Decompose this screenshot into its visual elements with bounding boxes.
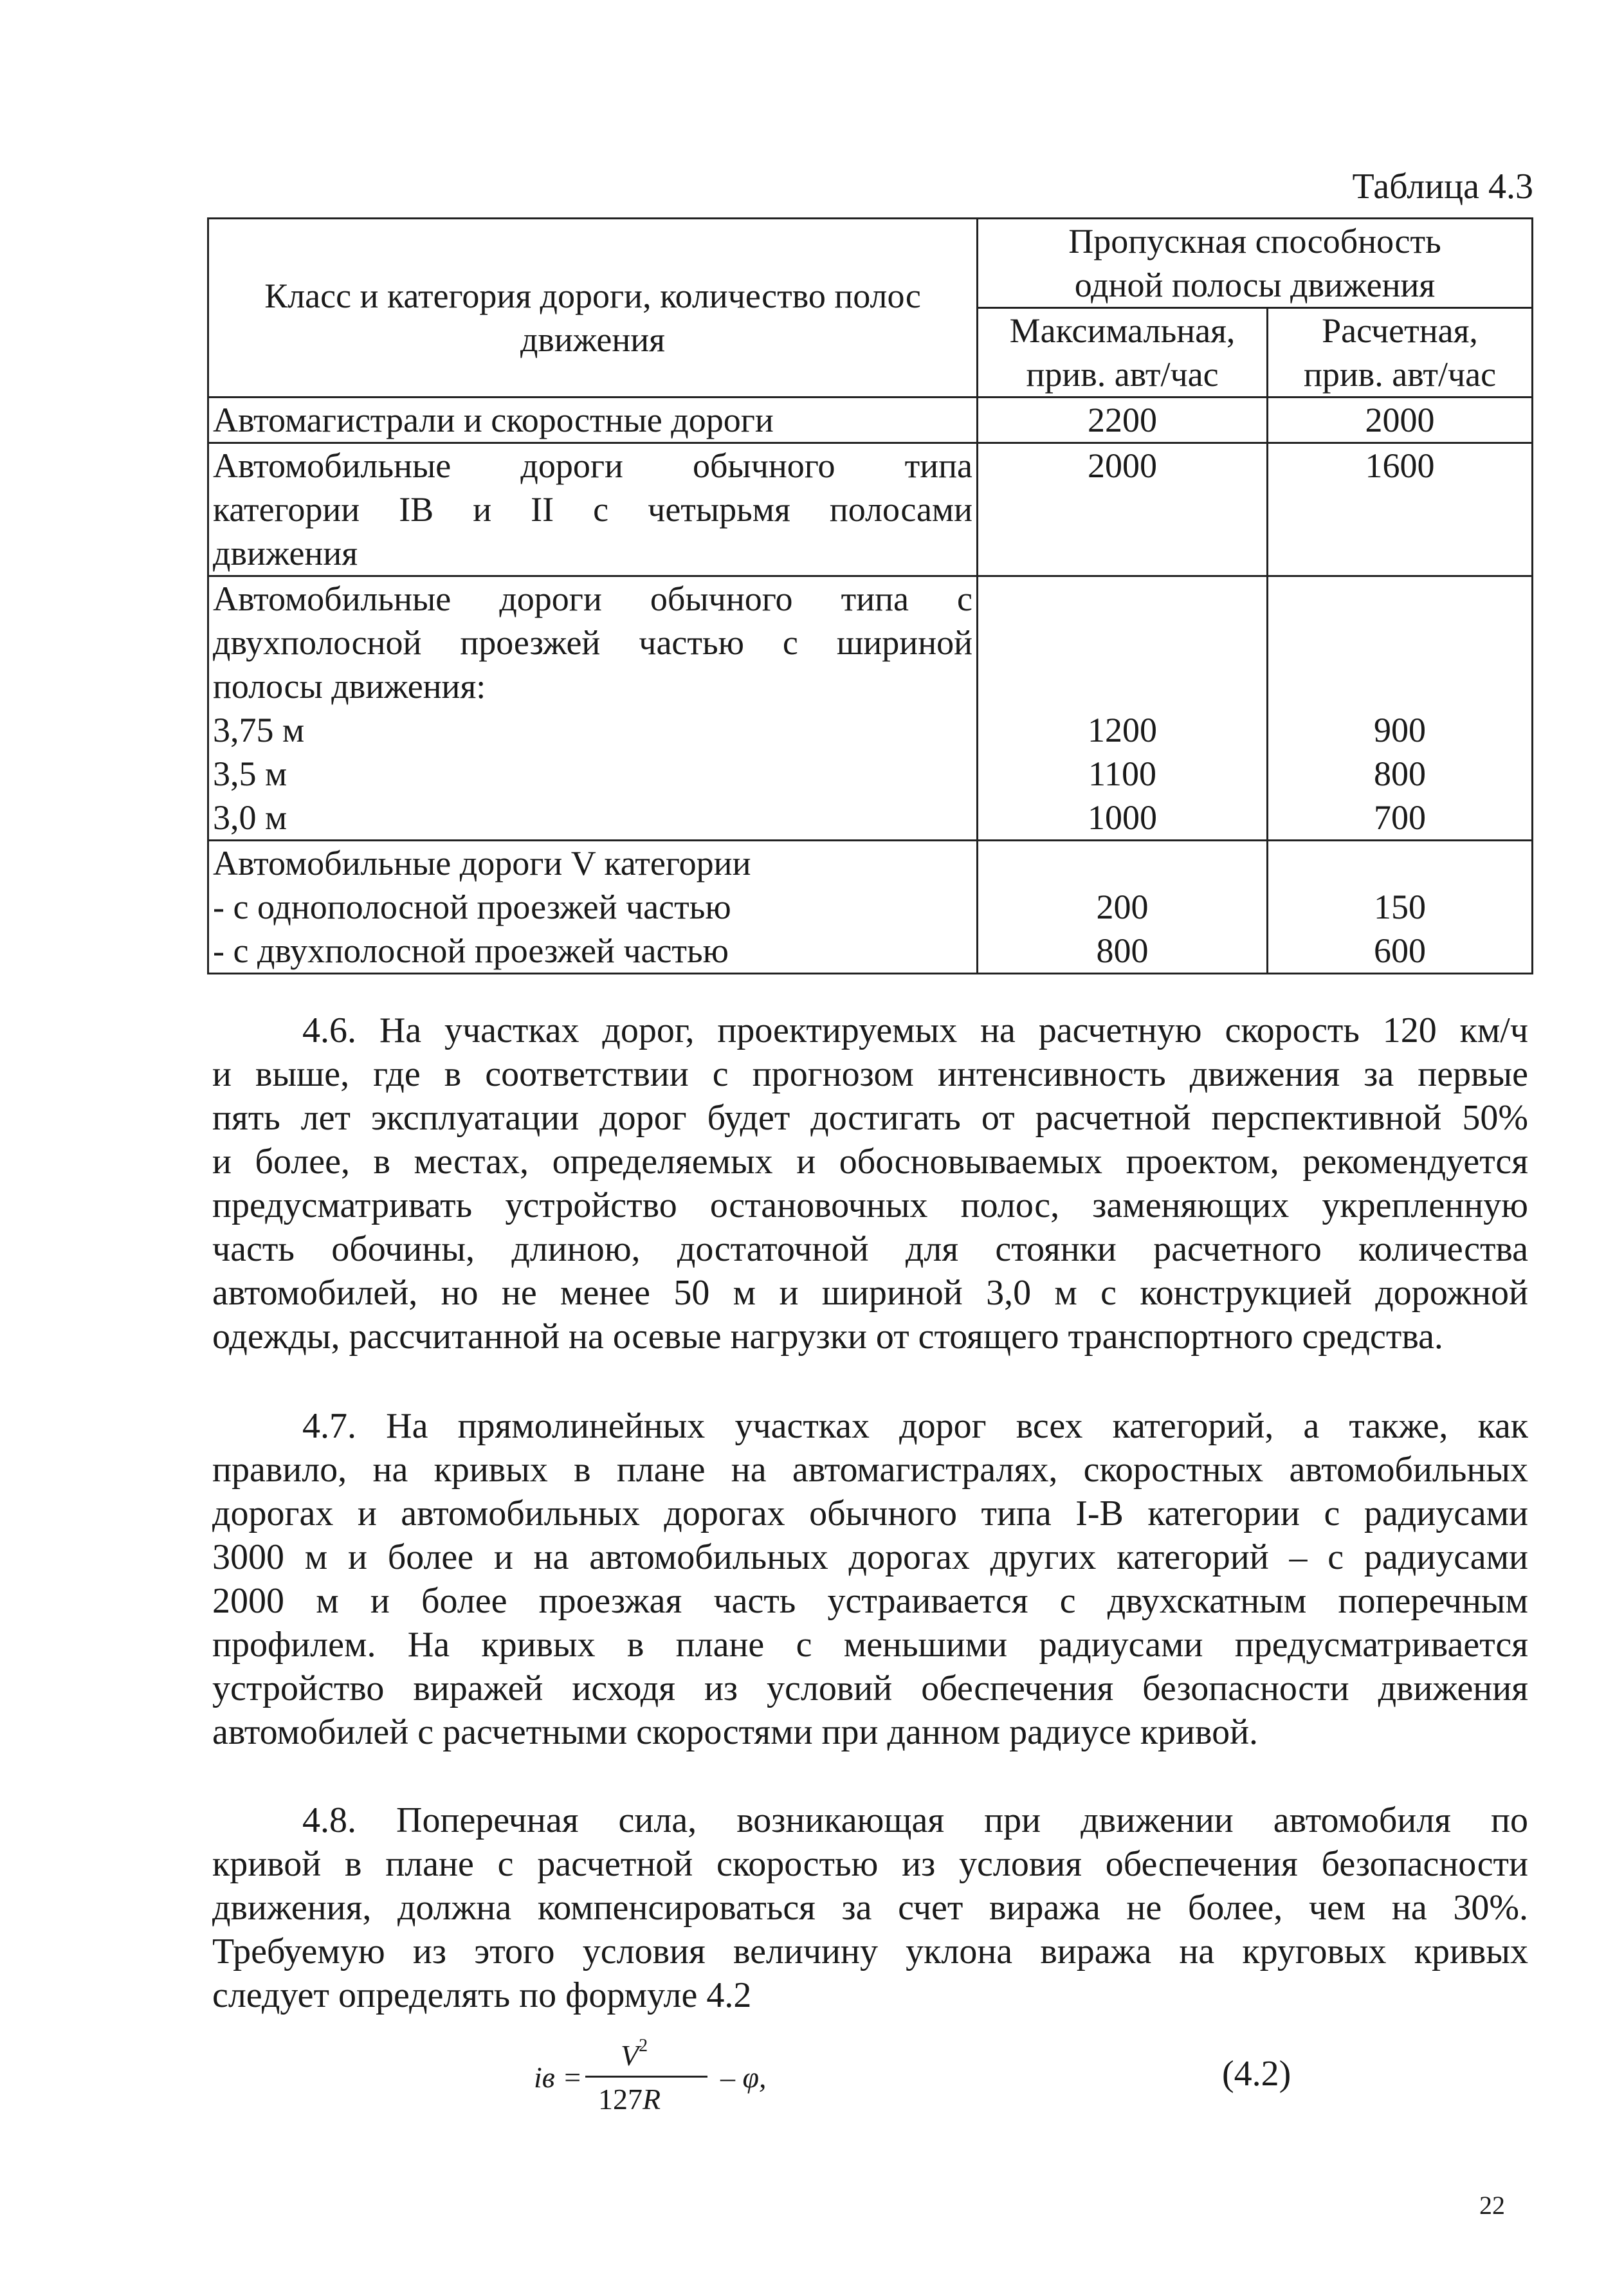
formula-numerator-var: V: [621, 2039, 639, 2072]
header-class-line1: Класс и категория дороги, количество полос: [264, 276, 921, 315]
row-max-value: 800: [1096, 931, 1149, 970]
table-row: [208, 841, 1533, 974]
row-line: категории IB и II с четырьмя полосами: [213, 490, 972, 529]
row-max: [978, 841, 1268, 974]
row-calc-value: 2000: [1365, 401, 1435, 439]
header-max-line1: Максимальная,: [1009, 311, 1236, 350]
row-description: [208, 841, 978, 974]
row-calc-value: [1272, 621, 1528, 664]
row-calc: [1268, 841, 1533, 974]
row-calc-value: [1272, 664, 1528, 708]
paragraph-line: предусматривать устройство остановочных полос, заменяющих укрепленную: [212, 1185, 1528, 1225]
paragraph-line: 2000 м и более проезжая часть устраивается с двухскатным поперечным: [212, 1581, 1528, 1621]
row-line: полосы движения:: [213, 667, 486, 706]
paragraph-line: профилем. На кривых в плане с меньшими радиусами предусматривается: [212, 1625, 1528, 1665]
row-line: Автомобильные дороги V категории: [213, 844, 751, 882]
row-calc-value: 900: [1374, 711, 1427, 749]
paragraph-line: устройство виражей исходя из условий обеспечения безопасности движения: [212, 1669, 1528, 1708]
header-max-line2: прив. авт/час: [1026, 355, 1219, 394]
row-max-value: [982, 621, 1263, 664]
table-row: [208, 443, 1533, 576]
formula-4-2: [534, 2029, 855, 2119]
row-calc-value: 800: [1374, 754, 1427, 793]
header-capacity: [978, 219, 1533, 308]
row-max-value: 1000: [1088, 798, 1158, 837]
row-max-value: [982, 577, 1263, 621]
formula-denominator-var: R: [643, 2083, 661, 2116]
row-calc-value: [1272, 577, 1528, 621]
formula-numerator: [621, 2036, 648, 2072]
row-calc: [1268, 576, 1533, 841]
table-header-row: [208, 219, 1533, 308]
header-calc: [1268, 308, 1533, 398]
row-line: Автомагистрали и скоростные дороги: [213, 401, 774, 439]
row-line: двухполосной проезжей частью с шириной: [213, 623, 972, 662]
row-max-value: [982, 664, 1263, 708]
header-class-line2: движения: [520, 320, 666, 359]
row-description: [208, 576, 978, 841]
paragraph-line: 4.6. На участках дорог, проектируемых на расчетную скорость 120 км/ч: [302, 1010, 1528, 1050]
paragraph-4-7: [212, 1404, 1528, 1754]
row-max: [978, 443, 1268, 576]
formula-denominator: [598, 2082, 661, 2116]
paragraph-line: одежды, рассчитанной на осевые нагрузки от стоящего транспортного средства.: [212, 1317, 1443, 1357]
paragraph-line: 4.7. На прямолинейных участках дорог всех категорий, а также, как: [302, 1406, 1528, 1446]
header-class-category: [208, 219, 978, 398]
formula-exponent: 2: [639, 2036, 648, 2056]
row-line: Автомобильные дороги обычного типа с: [213, 580, 972, 618]
paragraph-4-6: [212, 1009, 1528, 1358]
page-number: 22: [1479, 2191, 1505, 2220]
row-max-value: [982, 841, 1263, 885]
paragraph-line: Требуемую из этого условия величину уклона виража на круговых кривых: [212, 1932, 1528, 1971]
row-line: - с однополосной проезжей частью: [213, 888, 731, 926]
row-max-value: 1100: [1088, 754, 1157, 793]
table-row: [208, 576, 1533, 841]
header-calc-line1: Расчетная,: [1322, 311, 1478, 350]
row-calc-value: 1600: [1365, 446, 1435, 485]
capacity-table: [207, 217, 1533, 974]
row-description: [208, 443, 978, 576]
row-line: движения: [213, 534, 358, 572]
paragraph-line: автомобилей с расчетными скоростями при данном радиусе кривой.: [212, 1712, 1259, 1752]
row-line: - с двухполосной проезжей частью: [213, 931, 729, 970]
row-line: 3,0 м: [213, 798, 287, 837]
formula-denominator-num: 127: [598, 2083, 643, 2116]
header-capacity-line1: Пропускная способность: [1068, 222, 1441, 261]
header-calc-line2: прив. авт/час: [1303, 355, 1497, 394]
row-calc: [1268, 443, 1533, 576]
paragraph-line: 3000 м и более и на автомобильных дорогах других категорий – с радиусами: [212, 1537, 1528, 1577]
row-max: [978, 576, 1268, 841]
paragraph-line: часть обочины, длиною, достаточной для стоянки расчетного количества: [212, 1229, 1528, 1269]
row-max-value: 2000: [1088, 446, 1158, 485]
row-line: 3,5 м: [213, 754, 287, 793]
paragraph-line: автомобилей, но не менее 50 м и шириной 3,0 м с конструкцией дорожной: [212, 1273, 1528, 1313]
row-calc-value: 700: [1374, 798, 1427, 837]
paragraph-line: и более, в местах, определяемых и обосновываемых проектом, рекомендуется: [212, 1142, 1528, 1182]
row-calc-value: 150: [1374, 888, 1427, 926]
row-description: [208, 398, 978, 443]
row-line: 3,75 м: [213, 711, 305, 749]
paragraph-line: дорогах и автомобильных дорогах обычного типа I-В категории с радиусами: [212, 1494, 1528, 1533]
header-capacity-line2: одной полосы движения: [1074, 266, 1436, 304]
table-caption: Таблица 4.3: [1352, 167, 1533, 206]
paragraph-line: движения, должна компенсироваться за счет виража не более, чем на 30%.: [212, 1888, 1528, 1928]
paragraph-line: пять лет эксплуатации дорог будет достигать от расчетной перспективной 50%: [212, 1098, 1528, 1138]
paragraph-line: 4.8. Поперечная сила, возникающая при движении автомобиля по: [302, 1800, 1528, 1840]
row-max: [978, 398, 1268, 443]
formula-number: (4.2): [1222, 2054, 1291, 2094]
row-calc-value: 600: [1374, 931, 1427, 970]
paragraph-line: следует определять по формуле 4.2: [212, 1975, 752, 2015]
formula-rest: – φ,: [720, 2061, 767, 2094]
row-max-value: 200: [1096, 888, 1149, 926]
fraction-bar: [585, 2076, 707, 2078]
row-calc-value: [1272, 841, 1528, 885]
paragraph-line: правило, на кривых в плане на автомагистралях, скоростных автомобильных: [212, 1450, 1528, 1490]
table-row: [208, 398, 1533, 443]
row-max-value: 1200: [1088, 711, 1158, 749]
paragraph-line: и выше, где в соответствии с прогнозом интенсивность движения за первые: [212, 1054, 1528, 1094]
paragraph-line: кривой в плане с расчетной скоростью из условия обеспечения безопасности: [212, 1844, 1528, 1884]
formula-lhs: iв =: [534, 2061, 583, 2094]
row-max-value: 2200: [1088, 401, 1158, 439]
row-line: Автомобильные дороги обычного типа: [213, 446, 972, 485]
row-calc: [1268, 398, 1533, 443]
paragraph-4-8: [212, 1798, 1528, 2017]
header-max: [978, 308, 1268, 398]
